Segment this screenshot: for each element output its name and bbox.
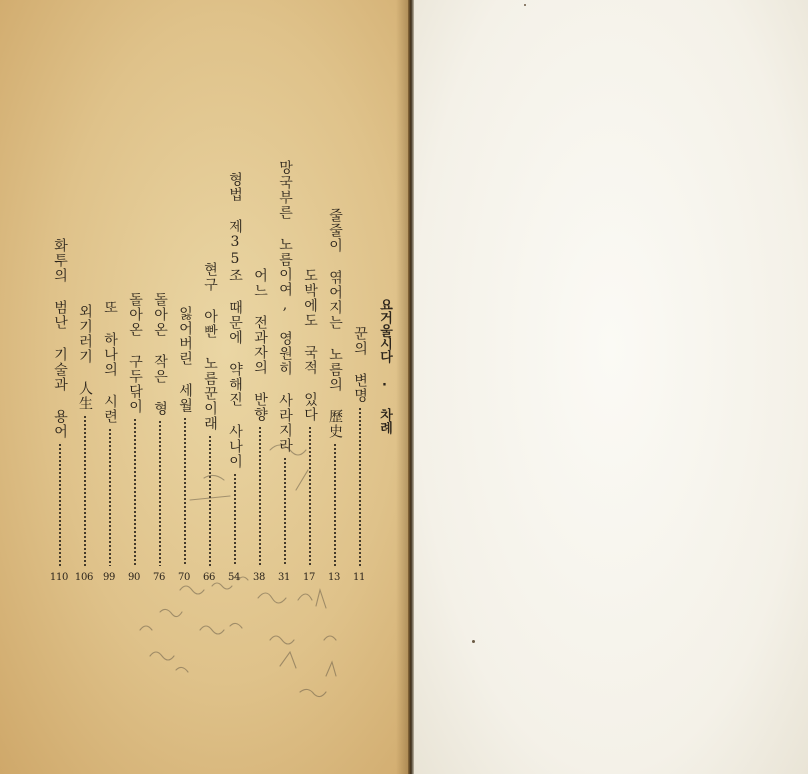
toc-entry-page: 66 xyxy=(202,572,216,583)
toc-entry-title: 화투의 범난 기술과 용어 xyxy=(52,238,68,439)
toc-entry-page: 54 xyxy=(227,572,241,583)
toc-entry-page: 31 xyxy=(277,572,291,583)
toc-entry-title: 돌아온 구두닦이 xyxy=(127,292,143,414)
toc-entry-title: 또 하나의 시련 xyxy=(102,300,118,424)
toc-entry-title: 망국부른 노름이여, 영원히 사라지라 xyxy=(277,160,293,453)
toc-header-text: 요거울시다 · 차례 xyxy=(377,298,392,434)
leader-dots xyxy=(59,443,61,566)
toc-entry-title: 꾼의 변명 xyxy=(352,326,368,403)
toc-header xyxy=(373,298,395,568)
toc-entry-page: 90 xyxy=(127,572,141,583)
toc-entry-title: 돌아온 작은 형 xyxy=(152,292,168,416)
toc-entry-page: 17 xyxy=(302,572,316,583)
toc-entry-title: 도박에도 국적 있다 xyxy=(302,268,318,422)
toc-entry-title: 어느 전과자의 반향 xyxy=(252,268,268,422)
toc-entry-page: 13 xyxy=(327,572,341,583)
toc-entry-page: 38 xyxy=(252,572,266,583)
toc-entry-page: 11 xyxy=(352,572,366,583)
toc-entry-page: 76 xyxy=(152,572,166,583)
toc-entry-title: 현구 아빤 노름꾼이래 xyxy=(202,262,218,431)
leader-dots xyxy=(109,428,111,566)
toc-entry-title: 잃어버린 세월 xyxy=(177,306,193,413)
right-page xyxy=(414,0,808,774)
toc-entry-title: 외기러기 人生 xyxy=(77,304,93,411)
toc-entry xyxy=(49,238,71,572)
paper-speck xyxy=(472,640,475,643)
paper-speck xyxy=(524,4,526,6)
toc-entry xyxy=(99,300,121,572)
toc-entry-page: 110 xyxy=(49,572,69,583)
toc-entry-title: 형법 제35조 때문에 약해진 사나이 xyxy=(227,172,243,469)
toc-entry-page: 99 xyxy=(102,572,116,583)
toc-entry xyxy=(74,304,96,572)
toc-entry-page: 106 xyxy=(74,572,94,583)
toc-entry-page: 70 xyxy=(177,572,191,583)
pencil-scribbles xyxy=(120,430,360,730)
toc-entry-title: 줄줄이 엮어지는 노름의 歷史 xyxy=(327,208,343,439)
leader-dots xyxy=(84,415,86,566)
